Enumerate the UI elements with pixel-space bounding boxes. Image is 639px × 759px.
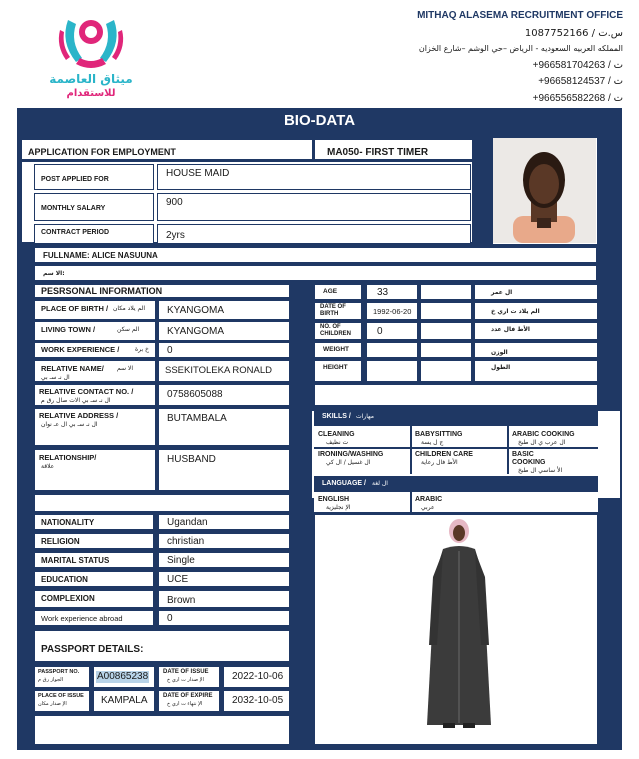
skills-label: SKILLS / (322, 413, 351, 420)
religion-label: RELIGION (41, 537, 80, 546)
exp-label: WORK EXPERIENCE / (41, 345, 120, 354)
relcontact-value: 0758605088 (167, 389, 223, 400)
town-value: KYANGOMA (167, 326, 225, 337)
weight-gap-box (420, 342, 472, 358)
expire-value-box (223, 690, 290, 712)
height-value-box (366, 360, 418, 382)
relship-label: RELATIONSHIP/ (39, 453, 97, 462)
children-ar-box (474, 322, 598, 340)
personal-section-label: PESRSONAL INFORMATION (41, 286, 163, 296)
post-label-box (34, 164, 154, 190)
nationality-label-box (34, 514, 154, 530)
children-label-box (314, 322, 362, 340)
phone-2: +96658124537 / ت (538, 76, 623, 87)
place-value: KAMPALA (101, 695, 148, 706)
contract-label-box (34, 224, 154, 244)
skill-1: BABYSITTING (415, 431, 463, 438)
nationality-label: NATIONALITY (41, 518, 95, 527)
personal-section-box (34, 284, 290, 298)
passport-no-value: A00865238 (97, 671, 149, 682)
expire-value: 2032-10-05 (232, 695, 284, 706)
passport-no-label: PASSPORT NO. (38, 669, 80, 675)
application-label: APPLICATION FOR EMPLOYMENT (28, 147, 176, 157)
language-header (314, 476, 598, 492)
skill-4: CHILDREN CARE (415, 451, 473, 458)
education-label-box (34, 571, 154, 587)
expire-label-box (158, 690, 220, 712)
complexion-value: Brown (167, 595, 196, 606)
age-gap-box (420, 284, 472, 300)
town-label-box (34, 321, 156, 341)
name-ar-label: الا سم: (43, 270, 65, 277)
fullname: FULLNAME: ALICE NASUUNA (43, 251, 158, 260)
dob-value-box (366, 302, 418, 320)
salary-value: 900 (166, 197, 183, 208)
language-label: LANGUAGE / (322, 480, 366, 487)
children-gap-box (420, 322, 472, 340)
dob-value: 1992-06-20 (373, 307, 412, 316)
children-value-box (366, 322, 418, 340)
reladdr-ar: ال نـ سـ بي ال عـ نوان (41, 421, 98, 428)
abroad-label-box (34, 610, 154, 626)
cr-number: س.ت / 1087752166 (524, 28, 623, 39)
skill-5-line2: COOKING (512, 459, 546, 466)
abroad-label: Work experience abroad (41, 614, 123, 623)
abroad-value-box (158, 610, 290, 626)
weight-ar-box (474, 342, 598, 358)
height-ar-box (474, 360, 598, 382)
religion-value: christian (167, 536, 205, 547)
application-box (22, 140, 312, 162)
dob-ar: الم يلاد ت اري خ (491, 308, 540, 315)
contract-value: 2yrs (166, 230, 185, 241)
religion-value-box (158, 533, 290, 549)
language-vline (410, 492, 412, 512)
language-0: ENGLISH (318, 496, 350, 503)
height-gap-box (420, 360, 472, 382)
salary-label-box (34, 193, 154, 221)
issue-value: 2022-10-06 (232, 671, 284, 682)
age-label: AGE (323, 288, 338, 295)
relname-value-box (158, 360, 290, 382)
height-label: HEIGHT (323, 364, 348, 371)
complexion-value-box (158, 590, 290, 608)
phone-3: +966556582268 / ت (532, 93, 623, 104)
complexion-label: COMPLEXION (41, 594, 95, 603)
salary-label: MONTHLY SALARY (41, 205, 106, 212)
language-body (314, 492, 598, 512)
relcontact-ar: ال نـ سـ بي الات صال رق م (41, 397, 111, 404)
fullname-box (34, 247, 597, 263)
age-label-box (314, 284, 362, 300)
left-spacer (34, 494, 290, 512)
profile-photo-box (492, 137, 598, 245)
relname-ar2: ال نـ سـ بي (41, 374, 70, 381)
passport-section-label: PASSPORT DETAILS: (41, 644, 144, 655)
reladdr-label-box (34, 408, 156, 446)
reference-box (312, 140, 472, 162)
place-ar: الإ صدار مكان (38, 701, 67, 707)
weight-ar: الوزن (491, 349, 508, 356)
language-0-ar: الإ نجليزية (326, 504, 351, 511)
skill-5-ar: الأ ساسي ال طبخ (518, 467, 563, 474)
education-value: UCE (167, 574, 189, 585)
issue-label: DATE OF ISSUE (163, 669, 209, 675)
dob-label-1: DATE OF (320, 304, 346, 310)
weight-label: WEIGHT (323, 346, 349, 353)
relname-value: SSEKITOLEKA RONALD (165, 365, 273, 376)
dob-label-box (314, 302, 362, 320)
issue-value-box (223, 666, 290, 688)
pob-value: KYANGOMA (167, 305, 225, 316)
nationality-value: Ugandan (167, 517, 208, 528)
exp-value: 0 (167, 345, 173, 356)
age-value: 33 (377, 287, 389, 298)
office-name: MITHAQ ALASEMA RECRUITMENT OFFICE (417, 10, 623, 21)
relname-ar: الا سم (117, 365, 134, 372)
marital-label: MARITAL STATUS (41, 556, 110, 565)
post-label: POST APPLIED FOR (41, 176, 109, 183)
weight-value-box (366, 342, 418, 358)
relcontact-label-box (34, 384, 156, 406)
skill-4-ar: الأط فال رعاية (421, 459, 458, 466)
relname-label: RELATIVE NAME/ (41, 364, 104, 373)
passport-spacer (34, 715, 290, 745)
contract-label: CONTRACT PERIOD (41, 229, 110, 236)
education-label: EDUCATION (41, 575, 88, 584)
place-label-box (34, 690, 90, 712)
skill-3-ar: ال غسيل / ال كي (326, 459, 371, 466)
weight-label-box (314, 342, 362, 358)
relship-value-box (158, 449, 290, 491)
skill-2: ARABIC COOKING (512, 431, 575, 438)
logo-text-2: للاستقدام (66, 88, 116, 99)
place-label: PLACE OF ISSUE (38, 693, 84, 699)
relship-ar: علاقة (41, 463, 55, 470)
marital-label-box (34, 552, 154, 568)
relship-value: HUSBAND (167, 454, 216, 465)
passport-no-ar: الجواز رق م (38, 677, 64, 683)
office-address: المملكه العربيه السعوديه - الرياض –حي الوشم –شارع الخزان (418, 44, 623, 53)
town-value-box (158, 321, 290, 341)
vitals-spacer (314, 384, 598, 406)
phone-1: +966581704263 / ت (532, 60, 623, 71)
children-label-2: CHILDREN (320, 331, 351, 337)
language-1: ARABIC (415, 496, 443, 503)
exp-value-box (158, 342, 290, 358)
dob-label-2: BIRTH (320, 311, 339, 317)
name-ar-box (34, 265, 597, 281)
pob-label: PLACE OF BIRTH / (41, 304, 109, 313)
expire-label: DATE OF EXPIRE (163, 693, 213, 699)
age-ar: ال عمر (491, 289, 513, 296)
education-value-box (158, 571, 290, 587)
children-value: 0 (377, 326, 383, 337)
full-body-photo-box (314, 514, 598, 745)
full-body-photo (315, 515, 596, 743)
post-value-box (157, 164, 471, 190)
skill-0-ar: ت نظيف (326, 439, 349, 446)
exp-ar: خ برة (135, 346, 149, 353)
salary-value-box (157, 193, 471, 221)
reladdr-value: BUTAMBALA (167, 413, 227, 424)
logo-mark-icon (46, 12, 136, 74)
relname-label-box (34, 360, 156, 382)
reladdr-value-box (158, 408, 290, 446)
skills-label-ar: مهارات (356, 413, 375, 420)
passport-no-value-box (93, 666, 155, 688)
skill-1-ar: ج ل يسة (421, 439, 444, 446)
town-ar: الم سكن (117, 326, 140, 333)
marital-value: Single (167, 555, 195, 566)
skills-divider (314, 447, 598, 449)
contract-value-box (157, 224, 471, 244)
height-label-box (314, 360, 362, 382)
expire-ar: الإ نتهاء ت اري خ (167, 701, 203, 707)
complexion-label-box (34, 590, 154, 608)
relcontact-label: RELATIVE CONTACT NO. / (39, 387, 134, 396)
children-label-1: NO. OF (320, 324, 341, 330)
language-label-ar: ال لغة (372, 480, 388, 487)
pob-label-box (34, 300, 156, 320)
reladdr-label: RELATIVE ADDRESS / (39, 411, 119, 420)
skills-header (314, 408, 598, 426)
post-value: HOUSE MAID (166, 168, 230, 179)
skill-3: IRONING/WASHING (318, 451, 384, 458)
passport-section-box (34, 630, 290, 662)
skill-5: BASIC (512, 451, 534, 458)
logo (46, 12, 136, 102)
language-1-ar: عربي (421, 504, 435, 511)
logo-text-1: ميثاق العاصمة (49, 72, 133, 86)
title-bar (17, 108, 622, 134)
relcontact-value-box (158, 384, 290, 406)
age-value-box (366, 284, 418, 300)
skills-vline-1 (410, 426, 412, 474)
place-value-box (93, 690, 155, 712)
dob-gap-box (420, 302, 472, 320)
passport-no-label-box (34, 666, 90, 688)
religion-label-box (34, 533, 154, 549)
exp-label-box (34, 342, 156, 358)
age-ar-box (474, 284, 598, 300)
dob-ar-box (474, 302, 598, 320)
reference-code: MA050- FIRST TIMER (327, 147, 429, 158)
nationality-value-box (158, 514, 290, 530)
height-ar: الطول (491, 364, 511, 371)
pob-value-box (158, 300, 290, 320)
profile-photo (493, 138, 596, 243)
marital-value-box (158, 552, 290, 568)
town-label: LIVING TOWN / (41, 325, 96, 334)
skill-2-ar: ال عرب ي ال طبخ (518, 439, 566, 446)
relship-label-box (34, 449, 156, 491)
children-ar: الأط فال عدد (491, 326, 530, 333)
skill-0: CLEANING (318, 431, 355, 438)
abroad-value: 0 (167, 613, 173, 624)
skills-vline-2 (507, 426, 509, 474)
pob-ar: الم يلاد مكان (113, 305, 145, 312)
page-title: BIO-DATA (283, 112, 356, 129)
issue-label-box (158, 666, 220, 688)
issue-ar: الإ صدار ت اري خ (167, 677, 204, 683)
